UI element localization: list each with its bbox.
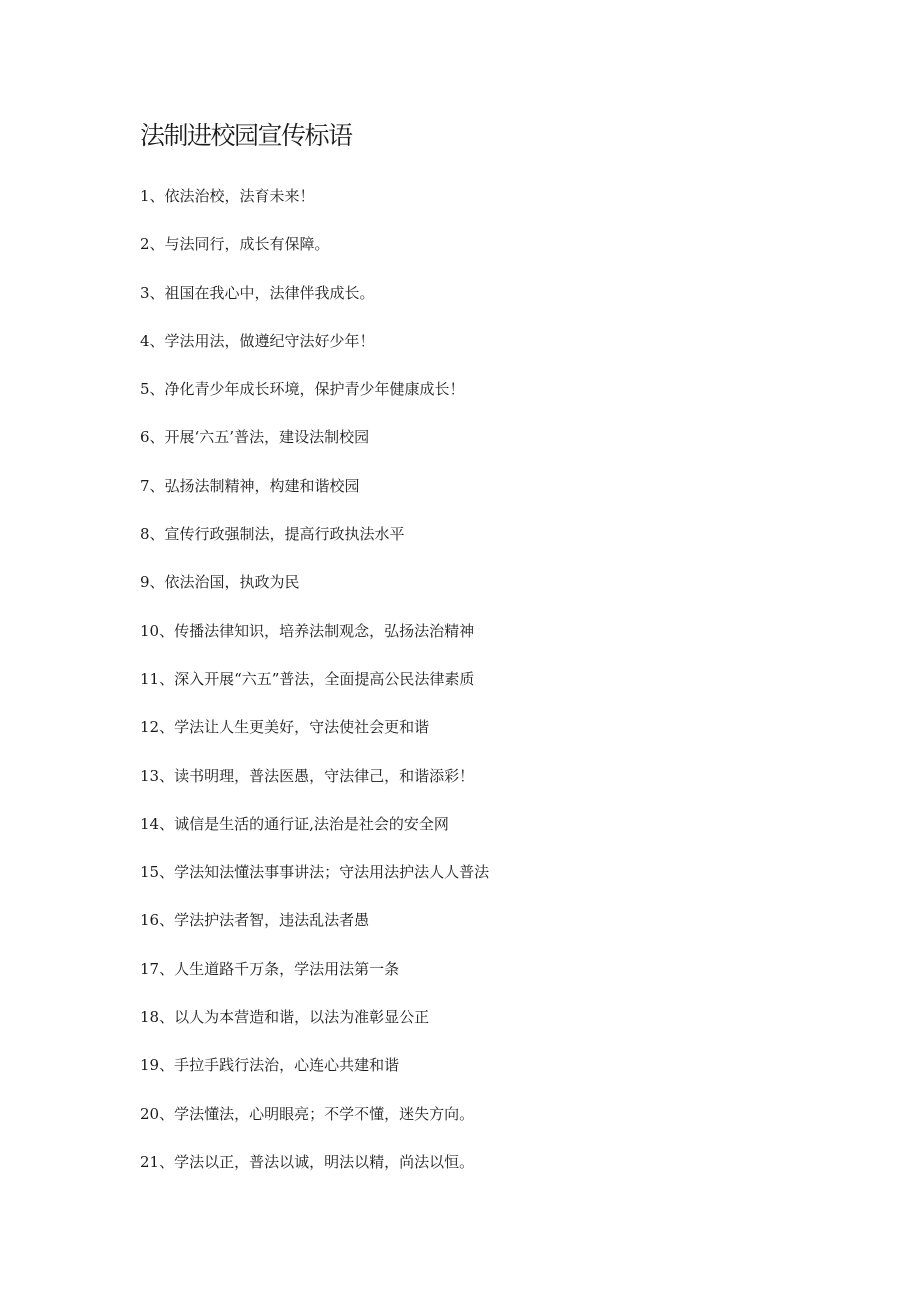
slogan-item: 2、与法同行，成长有保障。 <box>140 235 330 254</box>
slogan-item: 10、传播法律知识，培养法制观念，弘扬法治精神 <box>140 621 475 640</box>
document-title: 法制进校园宣传标语 <box>140 121 352 150</box>
slogan-item: 4、学法用法，做遵纪守法好少年！ <box>140 331 375 350</box>
slogan-item: 15、学法知法懂法事事讲法；守法用法护法人人普法 <box>140 863 490 882</box>
slogan-item: 5、净化青少年成长环境，保护青少年健康成长！ <box>140 380 465 399</box>
slogan-item: 6、开展‘六五’普法，建设法制校园 <box>140 428 370 447</box>
slogan-item: 11、深入开展“六五”普法，全面提高公民法律素质 <box>140 669 475 688</box>
slogan-item: 9、依法治国，执政为民 <box>140 573 300 592</box>
slogan-item: 21、学法以正，普法以诚，明法以精，尚法以恒。 <box>140 1152 475 1171</box>
slogan-item: 7、弘扬法制精神，构建和谐校园 <box>140 476 360 495</box>
slogan-item: 20、学法懂法，心明眼亮；不学不懂，迷失方向。 <box>140 1104 475 1123</box>
slogan-item: 13、读书明理，普法医愚，守法律己，和谐添彩！ <box>140 766 475 785</box>
slogan-item: 8、宣传行政强制法，提高行政执法水平 <box>140 525 405 544</box>
slogan-item: 14、诚信是生活的通行证,法治是社会的安全网 <box>140 814 449 833</box>
slogan-item: 1、依法治校，法育未来！ <box>140 187 315 205</box>
slogan-item: 16、学法护法者智，违法乱法者愚 <box>140 911 370 930</box>
slogan-list <box>140 184 489 1198</box>
slogan-item: 18、以人为本营造和谐，以法为准彰显公正 <box>140 1008 430 1027</box>
slogan-item: 19、手拉手践行法治，心连心共建和谐 <box>140 1056 400 1075</box>
slogan-item: 3、祖国在我心中，法律伴我成长。 <box>140 283 375 302</box>
slogan-item: 12、学法让人生更美好，守法使社会更和谐 <box>140 718 430 737</box>
slogan-item: 17、人生道路千万条，学法用法第一条 <box>140 959 400 978</box>
